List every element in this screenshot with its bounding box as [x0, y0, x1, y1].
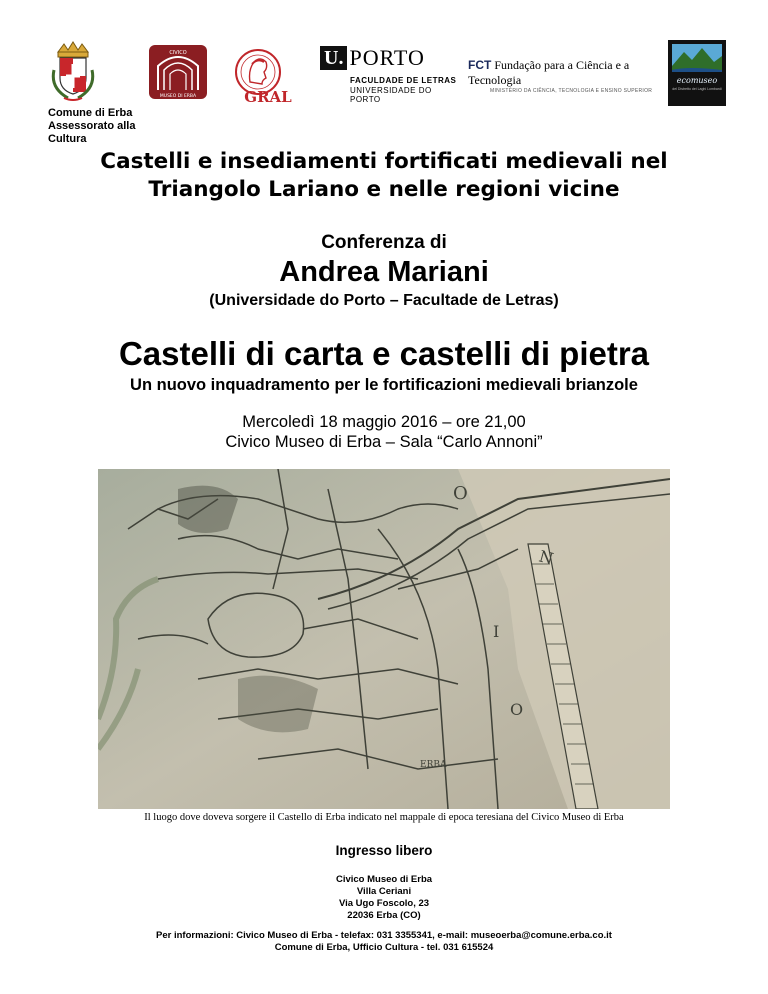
address-line: Civico Museo di Erba: [335, 874, 433, 885]
fct-logo: [468, 58, 668, 94]
universidade-porto-logo: [320, 45, 460, 104]
map-letter: I: [493, 622, 500, 641]
comune-line: Comune di Erba: [48, 107, 133, 119]
conference-intro: Conferenza di: [321, 232, 447, 253]
lecture-title: Castelli di carta e castelli di pietra: [118, 335, 650, 372]
event-venue: Civico Museo di Erba – Sala “Carlo Annoni”: [225, 433, 543, 451]
historic-map-image: [98, 469, 670, 809]
address-line: Villa Ceriani: [356, 886, 412, 897]
main-title: [0, 148, 768, 204]
comune-erba-crest-logo: [50, 40, 96, 102]
museo-label-top: CIVICO: [169, 50, 187, 56]
speaker-name: Andrea Mariani: [279, 256, 489, 288]
fct-name: Fundação para a Ciência e a Tecnologia: [468, 58, 630, 87]
uporto-word: PORTO: [349, 45, 425, 70]
contact-line: Per informazioni: Civico Museo di Erba - telefax: 031 3355341, e-mail: museoerba@comune.erba.co.it: [156, 930, 612, 941]
main-title-line: Castelli e insediamenti fortificati medievali nel: [100, 149, 668, 174]
venue-address: [0, 874, 768, 922]
lecture-subtitle: Un nuovo inquadramento per le fortificazioni medievali brianzole: [130, 376, 638, 394]
ecomuseo-text: ecomuseo: [676, 76, 718, 85]
contact-line: Comune di Erba, Ufficio Cultura - tel. 031 615524: [274, 942, 494, 953]
comune-line: Assessorato alla: [48, 120, 136, 132]
comune-line: Cultura: [48, 133, 87, 145]
contact-info: [0, 930, 768, 954]
main-title-line: Triangolo Lariano e nelle regioni vicine: [148, 177, 620, 202]
gral-logo: [228, 44, 292, 104]
admission-note: Ingresso libero: [335, 843, 433, 858]
uporto-university: UNIVERSIDADE DO PORTO: [350, 86, 432, 104]
event-details: [0, 412, 768, 452]
map-erba-label: ERBA: [420, 760, 447, 770]
fct-mark: FCT: [468, 58, 492, 72]
museo-label-bottom: MUSEO DI ERBA: [159, 94, 197, 99]
event-date: Mercoledì 18 maggio 2016 – ore 21,00: [242, 413, 526, 431]
map-letter: N: [536, 546, 556, 569]
gral-label: GRAL: [244, 88, 292, 104]
address-line: Via Ugo Foscolo, 23: [338, 898, 430, 909]
fct-ministry: MINISTÉRIO DA CIÊNCIA, TECNOLOGIA E ENSINO SUPERIOR: [490, 88, 653, 94]
logo-row: [0, 36, 768, 108]
ecomuseo-logo: [668, 40, 726, 106]
address-line: 22036 Erba (CO): [347, 910, 421, 921]
map-letter: O: [510, 700, 524, 719]
uporto-box-text: U.: [320, 46, 347, 70]
ecomuseo-sub: del Distretto dei Laghi Lombardi: [672, 87, 722, 91]
comune-block: [48, 107, 178, 146]
uporto-faculty: FACULDADE DE LETRAS: [350, 76, 457, 85]
map-letter: O: [453, 483, 468, 504]
speaker-affiliation: (Universidade do Porto – Facultade de Letras): [209, 292, 559, 309]
civico-museo-erba-logo: [148, 44, 208, 100]
map-caption: Il luogo dove doveva sorgere il Castello di Erba indicato nel mappale di epoca teresiana del Civico Museo di Erba: [144, 812, 624, 823]
